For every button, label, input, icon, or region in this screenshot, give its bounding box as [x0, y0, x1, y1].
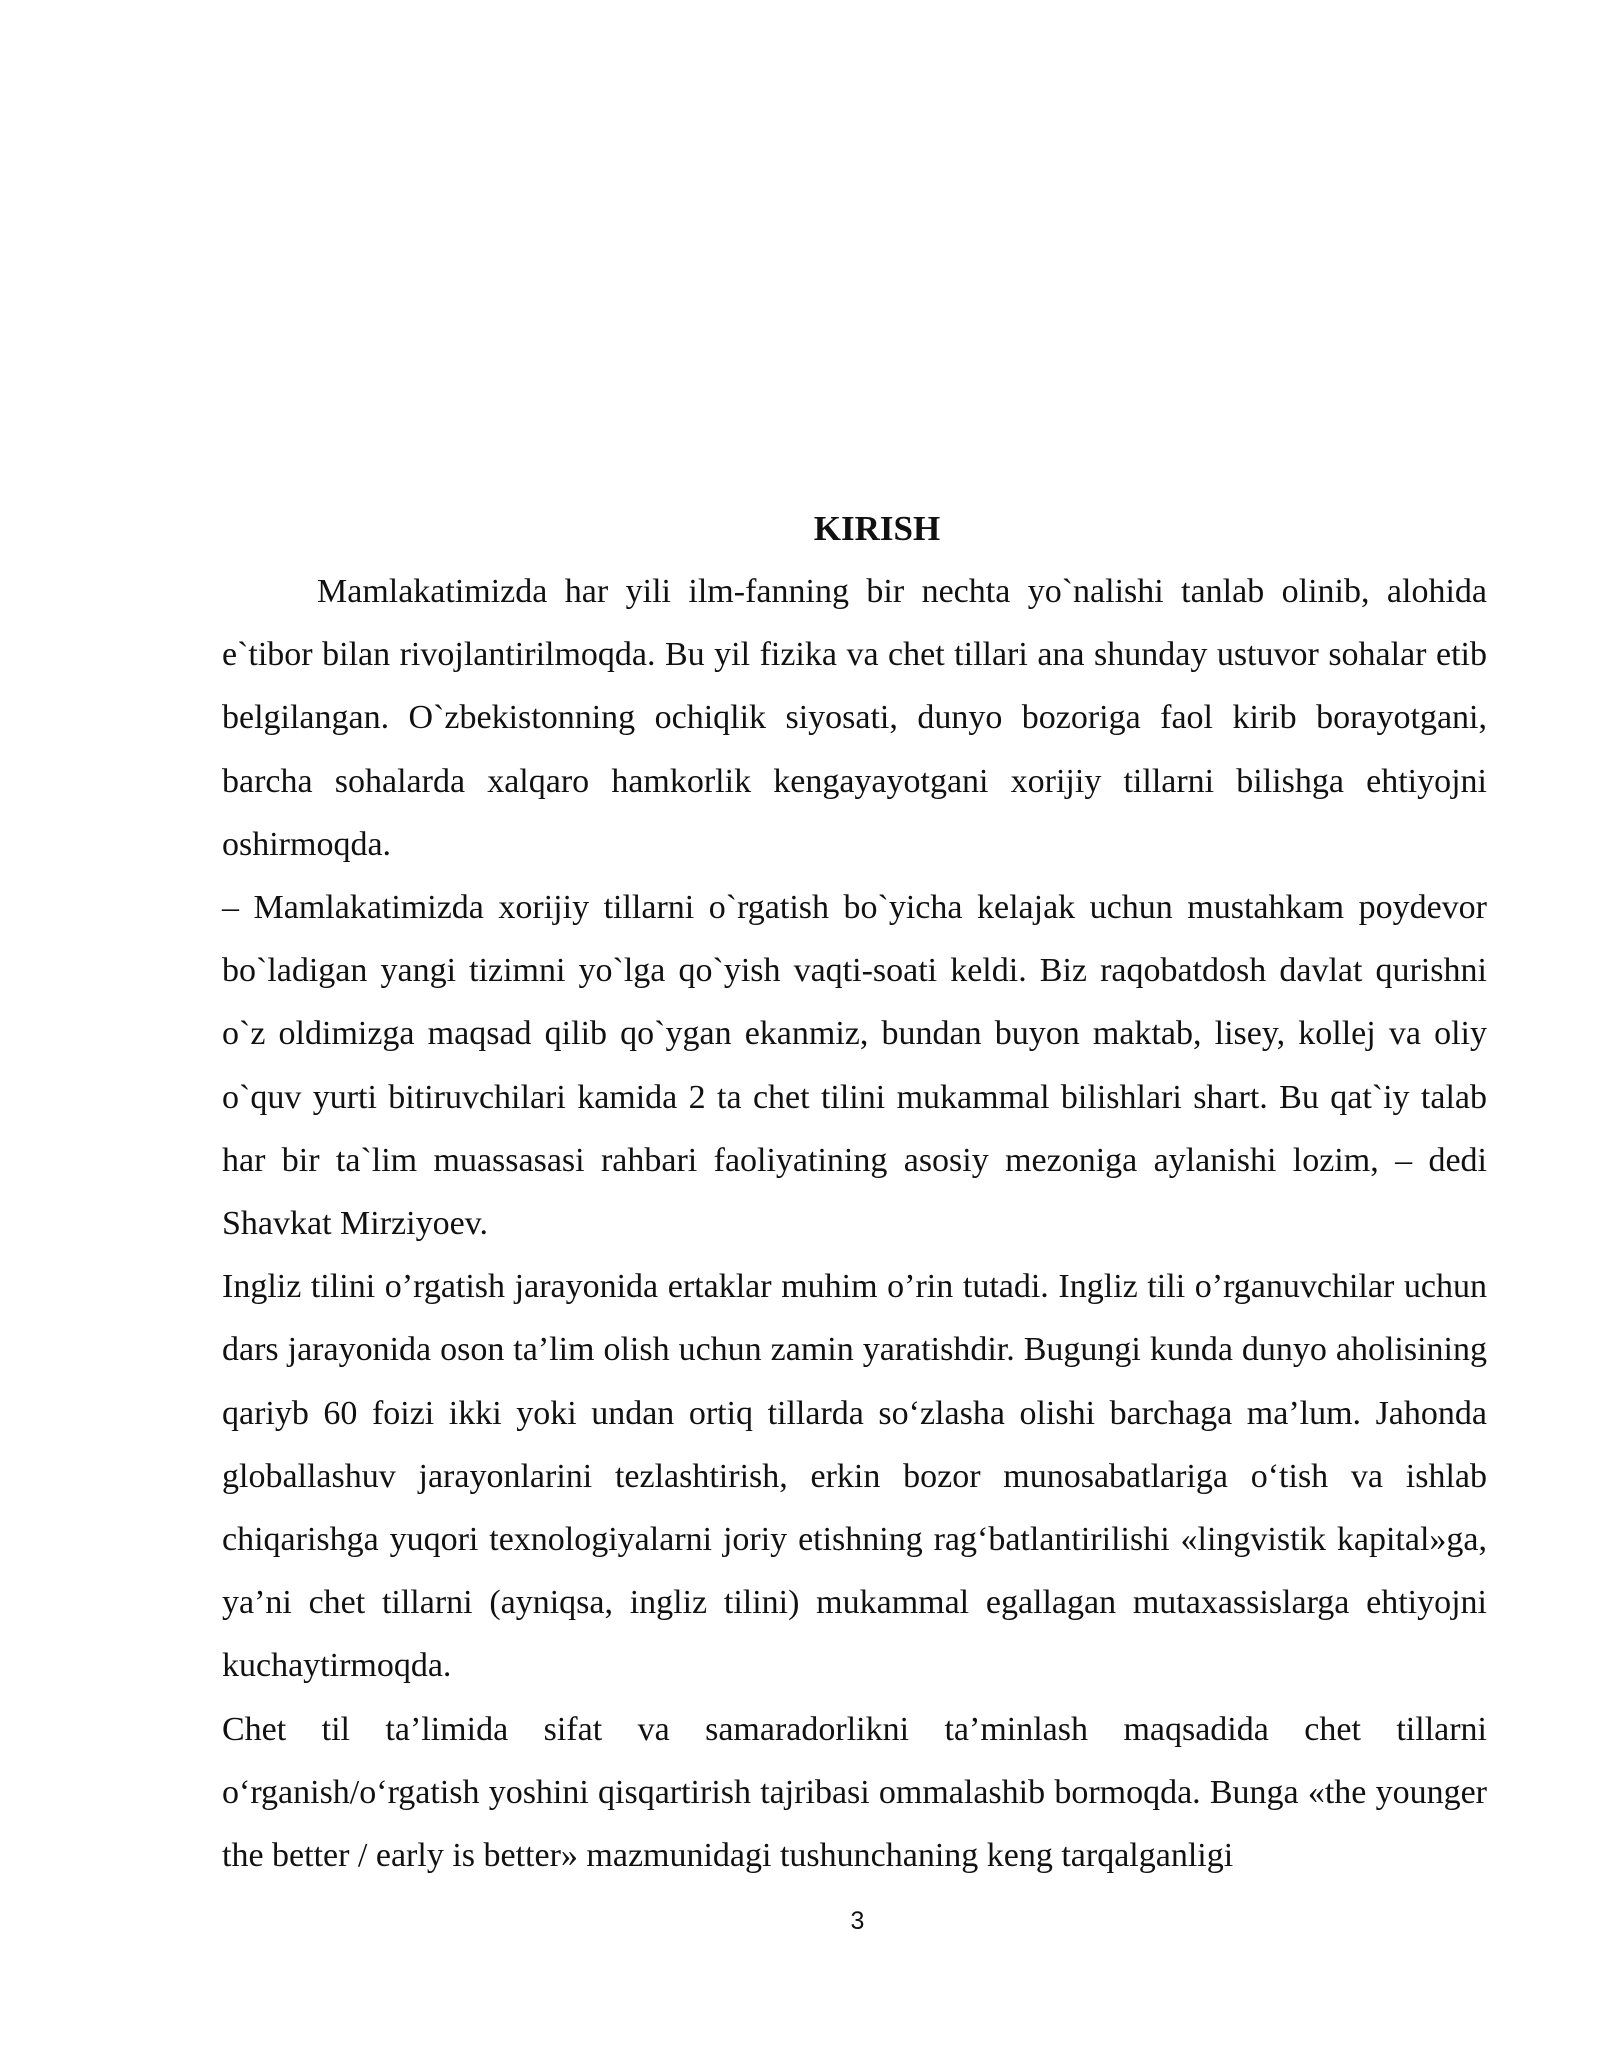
page-number: 3 — [850, 1907, 865, 1935]
paragraph-language-education: Chet til ta’limida sifat va samaradorlikni ta’minlash maqsadida chet tillarni o‘rganish/o‘rgatish yoshini qisqartirish tajribasi ommalashib bormoqda. Bunga «the younger the better / early is better» mazmunidagi tushunchaning keng tarqalganligi — [222, 1710, 1487, 1875]
paragraph-quote: – Mamlakatimizda xorijiy tillarni o`rgatish bo`yicha kelajak uchun mustahkam poydevor bo`ladigan yangi tizimni yo`lga qo`yish vaqti-soati keldi. Biz raqobatdosh davlat qurishni o`z oldimizga maqsad qilib qo`ygan ekanmiz, bundan buyon maktab, lisey, kollej va oliy o`quv yurti bitiruvchilari kamida 2 ta chet tilini mukammal bilishlari shart. Bu qat`iy talab har bir ta`lim muassasasi rahbari faoliyatining asosiy mezoniga aylanishi lozim, – dedi Shavkat Mirziyoev. — [222, 889, 1487, 1243]
section-title: KIRISH — [813, 509, 941, 548]
paragraph-intro: Mamlakatimizda har yili ilm-fanning bir nechta yo`nalishi tanlab olinib, alohida e`tibor bilan rivojlantirilmoqda. Bu yil fizika va chet tillari ana shunday ustuvor sohalar etib belgilangan. O`zbekistonning ochiqlik siyosati, dunyo bozoriga faol kirib borayotgani, barcha sohalarda xalqaro hamkorlik kengayayotgani xorijiy tillarni bilishga ehtiyojni oshirmoqda. — [222, 573, 1487, 863]
paragraph-fairy-tales: Ingliz tilini o’rgatish jarayonida ertaklar muhim o’rin tutadi. Ingliz tili o’rganuvchilar uchun dars jarayonida oson ta’lim olish uchun zamin yaratishdir. Bugungi kunda dunyo aholisining qariyb 60 foizi ikki yoki undan ortiq tillarda so‘zlasha olishi barchaga ma’lum. Jahonda globallashuv jarayonlarini tezlashtirish, erkin bozor munosabatlariga o‘tish va ishlab chiqarishga yuqori texnologiyalarni joriy etishning rag‘batlantirilishi «lingvistik kapital»ga, ya’ni chet tillarni (ayniqsa, ingliz tilini) mukammal egallagan mutaxassislarga ehtiyojni kuchaytirmoqda. — [222, 1268, 1487, 1685]
page-body — [222, 498, 1487, 1887]
